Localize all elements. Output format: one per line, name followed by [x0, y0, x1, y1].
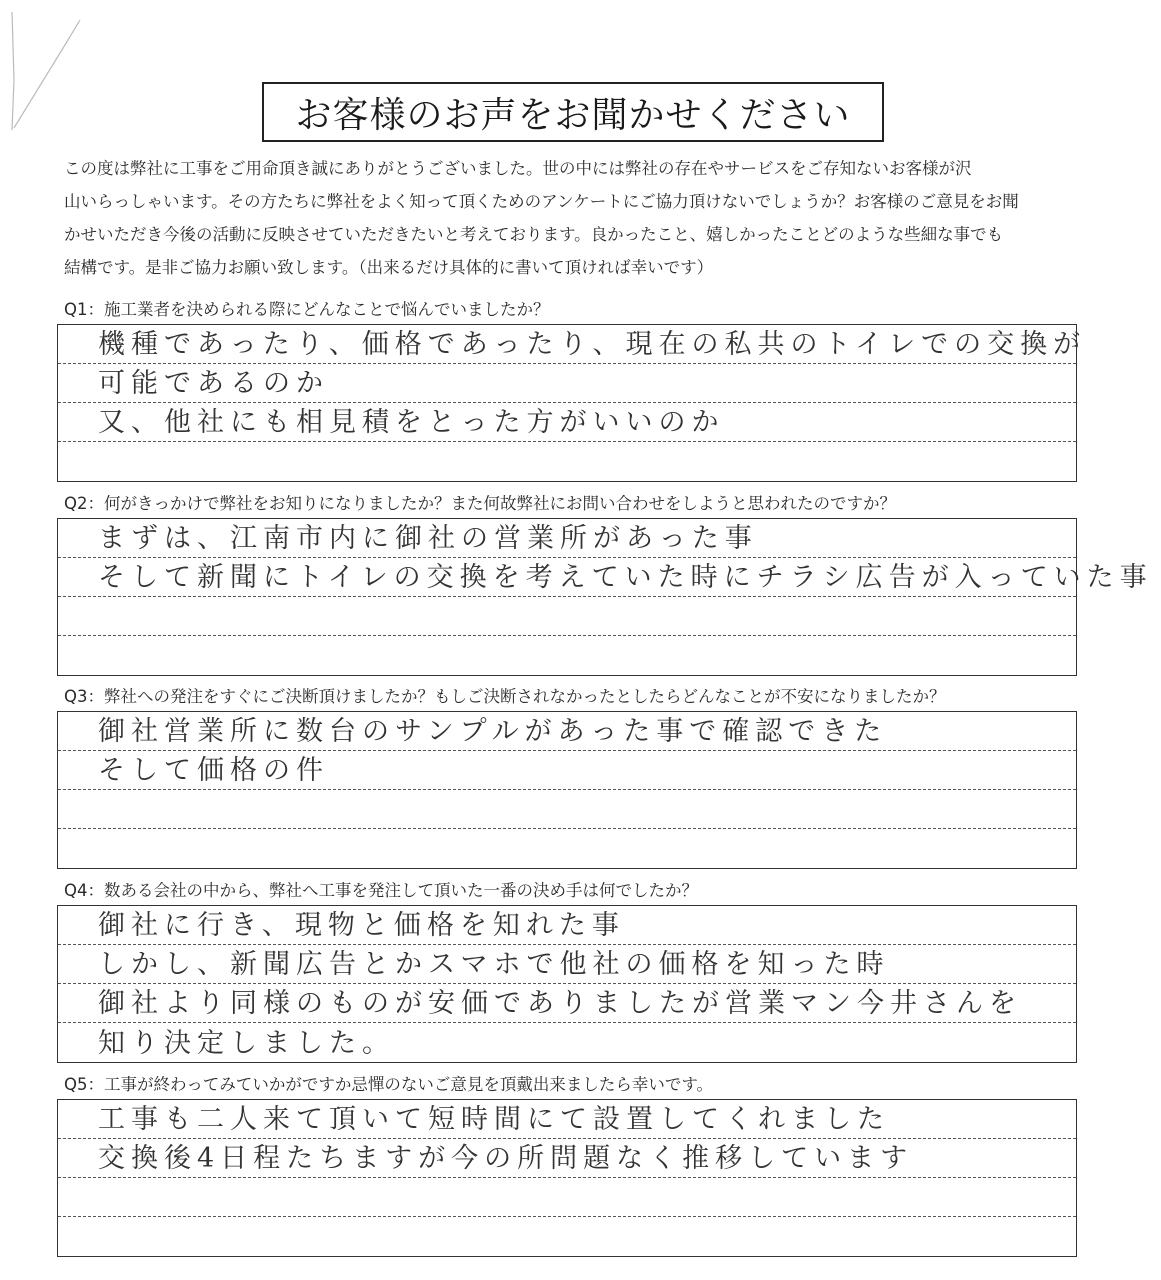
handwritten-answer: そして価格の件: [98, 755, 329, 786]
question-4-label: Q4：数ある会社の中から、弊社へ工事を発注して頂いた一番の決め手は何でしたか？: [64, 881, 698, 900]
handwritten-answer: 可能であるのか: [98, 368, 329, 399]
handwritten-answer: 御社に行き、現物と価格を知れた事: [98, 910, 625, 941]
handwritten-answer: そして新聞にトイレの交換を考えていた時にチラシ広告が入っていた事: [98, 562, 1153, 593]
answer-line: [58, 325, 1087, 364]
handwritten-answer: まずは、江南市内に御社の営業所があった事: [98, 523, 758, 554]
question-3-label: Q3：弊社への発注をすぐにご決断頂けましたか？もしご決断されなかったとしたらどんなことが不安になりましたか？: [64, 687, 946, 706]
answer-box-3[interactable]: [57, 711, 1077, 869]
answer-line: [58, 790, 1076, 829]
handwritten-answer: 御社営業所に数台のサンプルがあった事で確認できた: [98, 716, 888, 747]
answer-line: [58, 906, 1076, 945]
handwritten-answer: 工事も二人来て頂いて短時間にて設置してくれました: [98, 1104, 890, 1135]
question-2-label: Q2：何がきっかけで弊社をお知りになりましたか？また何故弊社にお問い合わせをしようと思われたのですか？: [64, 494, 896, 513]
answer-line: [58, 597, 1076, 636]
answer-line: [58, 712, 1076, 751]
answer-line: [58, 1023, 1076, 1062]
handwritten-answer: 又、他社にも相見積をとった方がいいのか: [98, 407, 725, 438]
answer-line: [58, 403, 1076, 442]
handwritten-answer: 交換後4日程たちますが今の所問題なく推移しています: [98, 1143, 914, 1174]
intro-line: 結構です。是非ご協力お願い致します。（出来るだけ具体的に書いて頂ければ幸いです）: [64, 258, 714, 277]
answer-line: [58, 1139, 1076, 1178]
answer-line: [58, 558, 1153, 597]
answer-line: [58, 519, 1076, 558]
answer-line: [58, 945, 1076, 984]
answer-box-4[interactable]: [57, 905, 1077, 1063]
handwritten-answer: 知り決定しました。: [98, 1028, 395, 1059]
answer-line: [58, 1217, 1076, 1256]
question-1-label: Q1：施工業者を決められる際にどんなことで悩んでいましたか？: [64, 300, 550, 319]
answer-line: [58, 442, 1076, 481]
question-5-label: Q5：工事が終わってみていかがですか忌憚のないご意見を頂戴出来ましたら幸いです。: [64, 1075, 714, 1094]
intro-line: かせいただき今後の活動に反映させていただきたいと考えております。良かったこと、嬉しかったことどのような些細な事でも: [64, 225, 1004, 244]
answer-line: [58, 751, 1076, 790]
handwritten-answer: 機種であったり、価格であったり、現在の私共のトイレでの交換が: [98, 329, 1087, 360]
answer-line: [58, 984, 1076, 1023]
handwritten-answer: しかし、新聞広告とかスマホで他社の価格を知った時: [98, 949, 890, 980]
handwritten-answer: 御社より同様のものが安価でありましたが営業マン今井さんを: [98, 988, 1022, 1019]
page-title: お客様のお声をお聞かせください: [295, 94, 851, 136]
answer-line: [58, 829, 1076, 868]
intro-line: この度は弊社に工事をご用命頂き誠にありがとうございました。世の中には弊社の存在やサービスをご存知ないお客様が沢: [64, 159, 972, 178]
answer-box-2[interactable]: [57, 518, 1153, 676]
intro-line: 山いらっしゃいます。その方たちに弊社をよく知って頂くためのアンケートにご協力頂けないでしょうか？お客様のご意見をお聞: [64, 192, 1019, 211]
answer-box-1[interactable]: [57, 324, 1087, 482]
answer-box-5[interactable]: [57, 1099, 1077, 1257]
answer-line: [58, 364, 1076, 403]
title-box: [262, 82, 884, 142]
answer-line: [58, 636, 1076, 675]
answer-line: [58, 1178, 1076, 1217]
intro-text: [64, 152, 1094, 284]
scan-edge-mark: [8, 10, 88, 140]
answer-line: [58, 1100, 1076, 1139]
